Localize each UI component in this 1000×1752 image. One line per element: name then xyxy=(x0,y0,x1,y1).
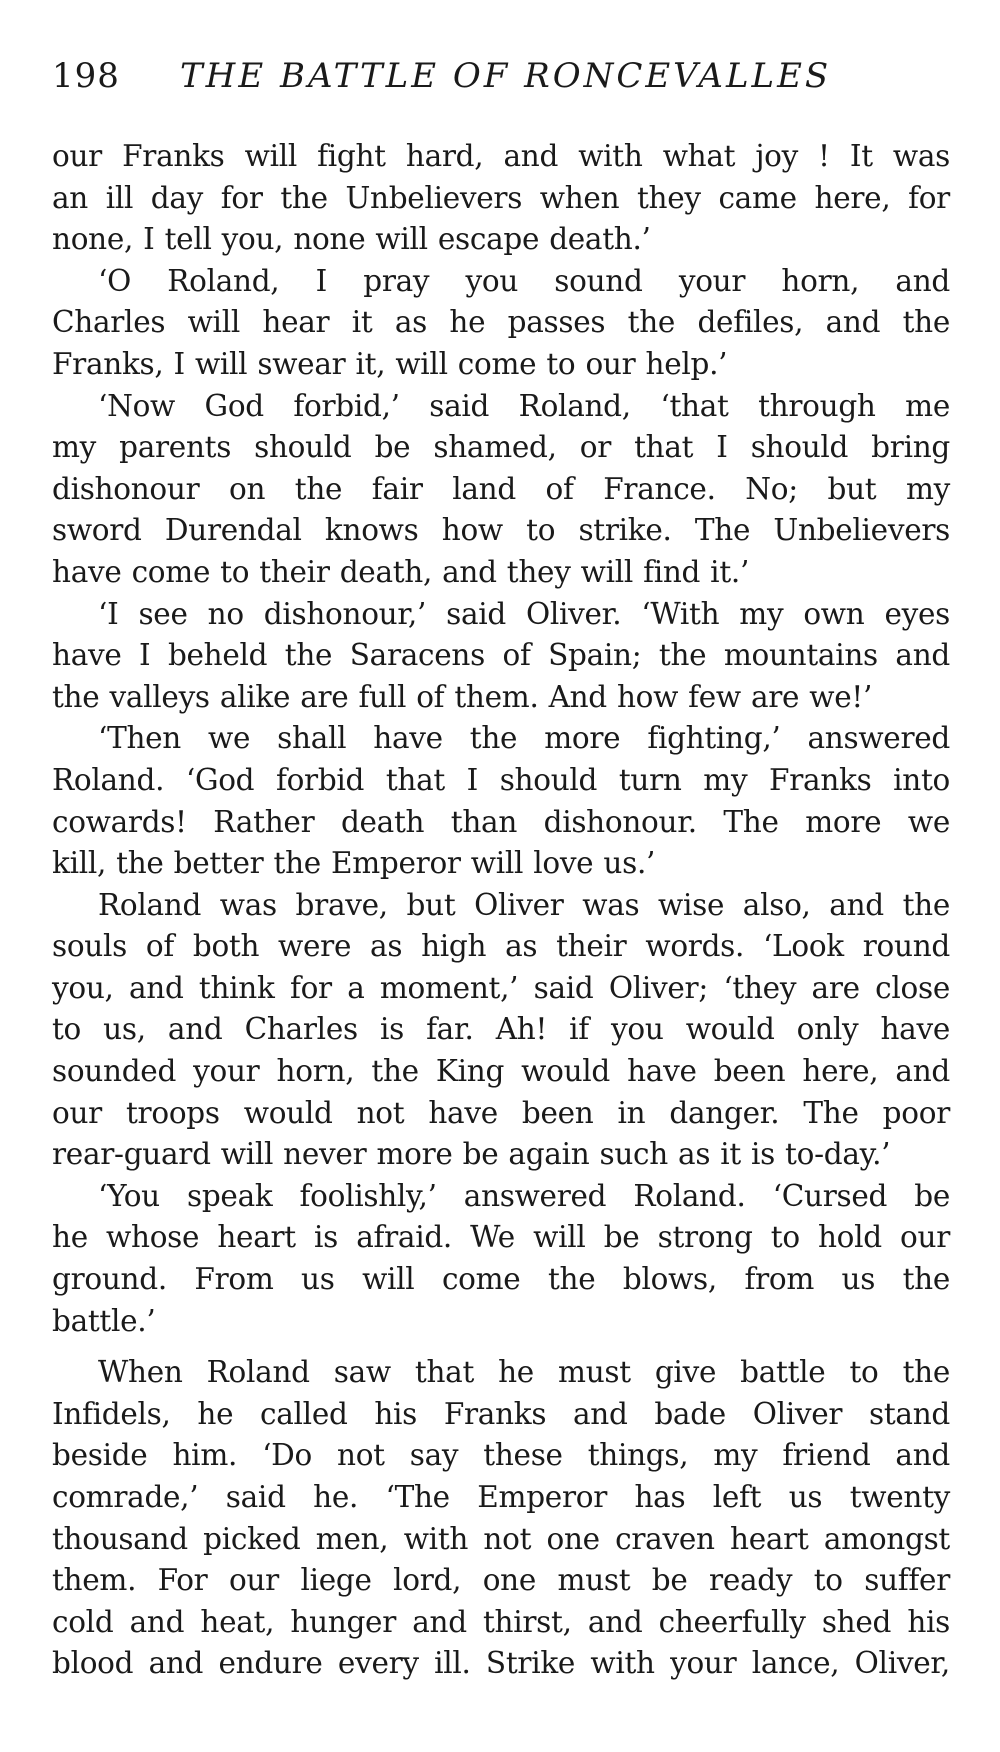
paragraph-gap xyxy=(52,1342,950,1352)
paragraph xyxy=(52,136,950,261)
text-line: beside him. ‘Do not say these things, my friend and xyxy=(52,1438,950,1473)
text-line: have I beheld the Saracens of Spain; the mountains and xyxy=(52,638,950,673)
text-line: Franks, I will swear it, will come to our help.’ xyxy=(52,346,728,381)
paragraph xyxy=(52,718,950,884)
text-line: my parents should be shamed, or that I should bring xyxy=(52,430,950,465)
text-line: ground. From us will come the blows, from us the xyxy=(52,1262,950,1297)
page-number: 198 xyxy=(52,56,120,96)
text-line: Roland was brave, but Oliver was wise also, and the xyxy=(98,887,950,922)
text-line: our troops would not have been in danger. The poor xyxy=(52,1095,950,1130)
text-line: When Roland saw that he must give battle to the xyxy=(98,1355,950,1390)
paragraph xyxy=(52,1176,950,1342)
text-line: the valleys alike are full of them. And how few are we!’ xyxy=(52,679,873,714)
text-line: battle.’ xyxy=(52,1303,156,1338)
text-line: our Franks will fight hard, and with what joy ! It was xyxy=(52,139,950,173)
text-line: comrade,’ said he. ‘The Emperor has left us twenty xyxy=(52,1480,950,1514)
text-line: an ill day for the Unbelievers when they came here, for xyxy=(52,180,950,215)
text-line: ‘Then we shall have the more fighting,’ answered xyxy=(98,721,950,756)
text-line: rear-guard will never more be again such as it is to-day.’ xyxy=(52,1137,891,1172)
body-text xyxy=(52,136,950,1685)
text-line: you, and think for a moment,’ said Oliver; ‘they are close xyxy=(52,970,950,1005)
text-line: ‘You speak foolishly,’ answered Roland. ‘Cursed be xyxy=(98,1178,950,1213)
text-line: them. For our liege lord, one must be ready to suffer xyxy=(52,1563,950,1598)
text-line: sword Durendal knows how to strike. The Unbelievers xyxy=(52,513,950,548)
text-line: thousand picked men, with not one craven heart amongst xyxy=(52,1521,950,1556)
text-line: ‘O Roland, I pray you sound your horn, and xyxy=(98,263,950,298)
text-line: he whose heart is afraid. We will be strong to hold our xyxy=(52,1220,950,1255)
text-line: Infidels, he called his Franks and bade Oliver stand xyxy=(52,1396,950,1431)
running-head xyxy=(52,56,950,106)
text-line: dishonour on the fair land of France. No; but my xyxy=(52,471,950,506)
paragraph xyxy=(52,594,950,719)
book-page xyxy=(52,0,950,1752)
text-line: souls of both were as high as their words. ‘Look round xyxy=(52,929,950,964)
text-line: none, I tell you, none will escape death.’ xyxy=(52,222,651,257)
paragraph xyxy=(52,261,950,386)
paragraph xyxy=(52,1352,950,1685)
text-line: ‘I see no dishonour,’ said Oliver. ‘With my own eyes xyxy=(98,596,950,631)
text-line: kill, the better the Emperor will love us.’ xyxy=(52,846,656,881)
text-line: ‘Now God forbid,’ said Roland, ‘that through me xyxy=(98,388,950,423)
text-line: Charles will hear it as he passes the defiles, and the xyxy=(52,305,950,340)
paragraph xyxy=(52,386,950,594)
text-line: cowards! Rather death than dishonour. The more we xyxy=(52,804,950,839)
text-line: cold and heat, hunger and thirst, and cheerfully shed his xyxy=(52,1604,950,1639)
text-line: to us, and Charles is far. Ah! if you would only have xyxy=(52,1012,950,1047)
paragraph xyxy=(52,885,950,1176)
text-line: blood and endure every ill. Strike with your lance, Oliver, xyxy=(52,1646,950,1681)
running-title: THE BATTLE OF RONCEVALLES xyxy=(180,56,832,96)
text-line: Roland. ‘God forbid that I should turn my Franks into xyxy=(52,762,950,797)
text-line: sounded your horn, the King would have been here, and xyxy=(52,1054,950,1089)
text-line: have come to their death, and they will find it.’ xyxy=(52,554,750,589)
